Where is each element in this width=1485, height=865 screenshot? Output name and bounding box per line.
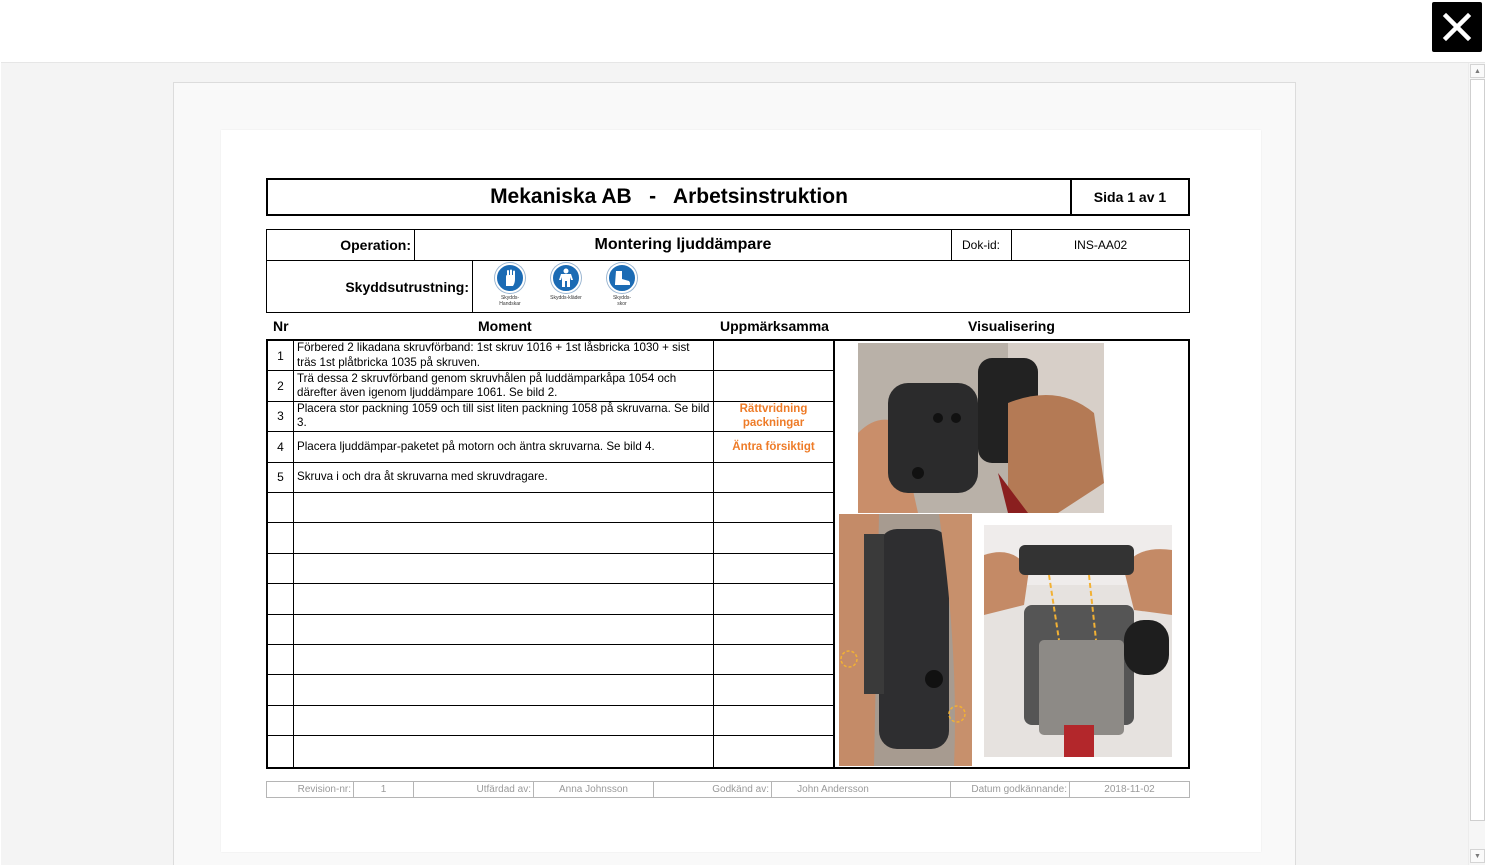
- table-row: [268, 432, 833, 462]
- table-row: [268, 615, 833, 645]
- row-number: [268, 554, 294, 583]
- ppe-clothing: [540, 263, 592, 301]
- row-uppmarksamma: [714, 341, 833, 370]
- row-uppmarksamma: [714, 554, 833, 583]
- close-button[interactable]: [1432, 2, 1482, 52]
- row-moment: [295, 493, 714, 522]
- footer-table: [266, 781, 1190, 798]
- row-moment: Placera stor packning 1059 och till sist liten packning 1058 på skruvarna. Se bild 3.: [295, 402, 714, 431]
- ppe-label: Skyddsutrustning:: [267, 261, 473, 312]
- column-header-nr: Nr: [273, 318, 289, 334]
- protective-clothing-icon: [551, 263, 581, 293]
- row-number: 1: [268, 341, 294, 370]
- row-uppmarksamma: [714, 584, 833, 613]
- row-number: 2: [268, 371, 294, 400]
- row-number: [268, 493, 294, 522]
- ppe-caption: Skydds-kläder: [550, 295, 582, 301]
- scroll-up-arrow-icon[interactable]: ▲: [1470, 64, 1485, 78]
- row-moment: [295, 736, 714, 766]
- gloves-icon: [495, 263, 525, 293]
- row-number: 4: [268, 432, 294, 461]
- row-number: [268, 523, 294, 552]
- operation-table: [266, 229, 1190, 313]
- header-table: [266, 178, 1190, 216]
- column-header-visualisering: Visualisering: [968, 318, 1055, 334]
- row-number: [268, 736, 294, 766]
- date-value: 2018-11-02: [1104, 784, 1155, 795]
- document-title: Mekaniska AB - Arbetsinstruktion: [490, 185, 848, 208]
- instruction-table: [266, 339, 1190, 769]
- page-indicator: Sida 1 av 1: [1070, 180, 1188, 214]
- row-uppmarksamma: [714, 463, 833, 492]
- row-moment: [295, 645, 714, 674]
- ppe-caption: Skydds- Handskar: [499, 295, 521, 307]
- approved-label: Godkänd av:: [654, 782, 772, 797]
- table-row: [268, 463, 833, 493]
- row-moment: Skruva i och dra åt skruvarna med skruvdragare.: [295, 463, 714, 492]
- table-row: [268, 645, 833, 675]
- close-icon[interactable]: [1442, 12, 1472, 42]
- row-moment: [295, 675, 714, 704]
- row-number: 3: [268, 402, 294, 431]
- table-row: [268, 371, 833, 401]
- row-moment: [295, 615, 714, 644]
- table-row: [268, 736, 833, 766]
- row-number: [268, 645, 294, 674]
- table-row: [268, 493, 833, 523]
- row-uppmarksamma: Äntra försiktigt: [732, 440, 815, 453]
- issued-label: Utfärdad av:: [414, 782, 534, 797]
- row-moment: Trä dessa 2 skruvförband genom skruvhålen på luddämparkåpa 1054 och därefter även igenom ljuddämpare 1061. Se bild 2.: [295, 371, 714, 400]
- revision-label: Revision-nr:: [267, 782, 354, 797]
- safety-boots-icon: [607, 263, 637, 293]
- ppe-gloves: [484, 263, 536, 307]
- row-uppmarksamma: Rättvridning packningar: [739, 402, 808, 430]
- top-bar: [0, 0, 1485, 62]
- table-row: [268, 584, 833, 614]
- revision-value: 1: [354, 782, 414, 797]
- ppe-boots: [596, 263, 648, 307]
- dokid-label: Dok-id:: [951, 230, 1011, 260]
- row-moment: [295, 584, 714, 613]
- row-uppmarksamma: [714, 615, 833, 644]
- row-moment: [295, 523, 714, 552]
- row-number: [268, 584, 294, 613]
- row-moment: Placera ljuddämpar-paketet på motorn och äntra skruvarna. Se bild 4.: [295, 432, 714, 461]
- table-row: [268, 341, 833, 371]
- row-uppmarksamma: [714, 645, 833, 674]
- photo-image-1: [858, 343, 1104, 513]
- photo-image-3: [984, 525, 1172, 757]
- column-header-moment: Moment: [478, 318, 532, 334]
- scrollbar-thumb[interactable]: [1470, 79, 1485, 821]
- row-uppmarksamma: [714, 523, 833, 552]
- table-row: [268, 402, 833, 432]
- scroll-down-arrow-icon[interactable]: ▼: [1470, 849, 1485, 863]
- table-row: [268, 675, 833, 705]
- table-row: [268, 523, 833, 553]
- row-number: [268, 675, 294, 704]
- row-number: 5: [268, 463, 294, 492]
- photo-image-2: [839, 514, 972, 766]
- row-uppmarksamma: [714, 493, 833, 522]
- row-number: [268, 706, 294, 735]
- ppe-caption: Skydds- skor: [612, 295, 632, 307]
- row-moment: [295, 706, 714, 735]
- vertical-scrollbar[interactable]: [1468, 63, 1485, 865]
- table-row: [268, 554, 833, 584]
- dokid-value: INS-AA02: [1011, 230, 1189, 260]
- row-uppmarksamma: [714, 675, 833, 704]
- row-moment: Förbered 2 likadana skruvförband: 1st skruv 1016 + 1st låsbricka 1030 + sist träs 1st plåtbricka 1035 på skruven.: [295, 341, 714, 370]
- operation-label: Operation:: [340, 237, 411, 253]
- column-header-uppmarksamma: Uppmärksamma: [720, 318, 829, 334]
- row-uppmarksamma: [714, 736, 833, 766]
- table-row: [268, 706, 833, 736]
- row-number: [268, 615, 294, 644]
- visualisation-panel: [833, 341, 1188, 767]
- issued-value: Anna Johnsson: [534, 782, 654, 797]
- row-moment: [295, 554, 714, 583]
- operation-value: Montering ljuddämpare: [414, 230, 951, 260]
- row-uppmarksamma: [714, 706, 833, 735]
- date-label: Datum godkännande:: [951, 782, 1070, 797]
- approved-value: John Andersson: [772, 782, 951, 797]
- row-uppmarksamma: [714, 371, 833, 400]
